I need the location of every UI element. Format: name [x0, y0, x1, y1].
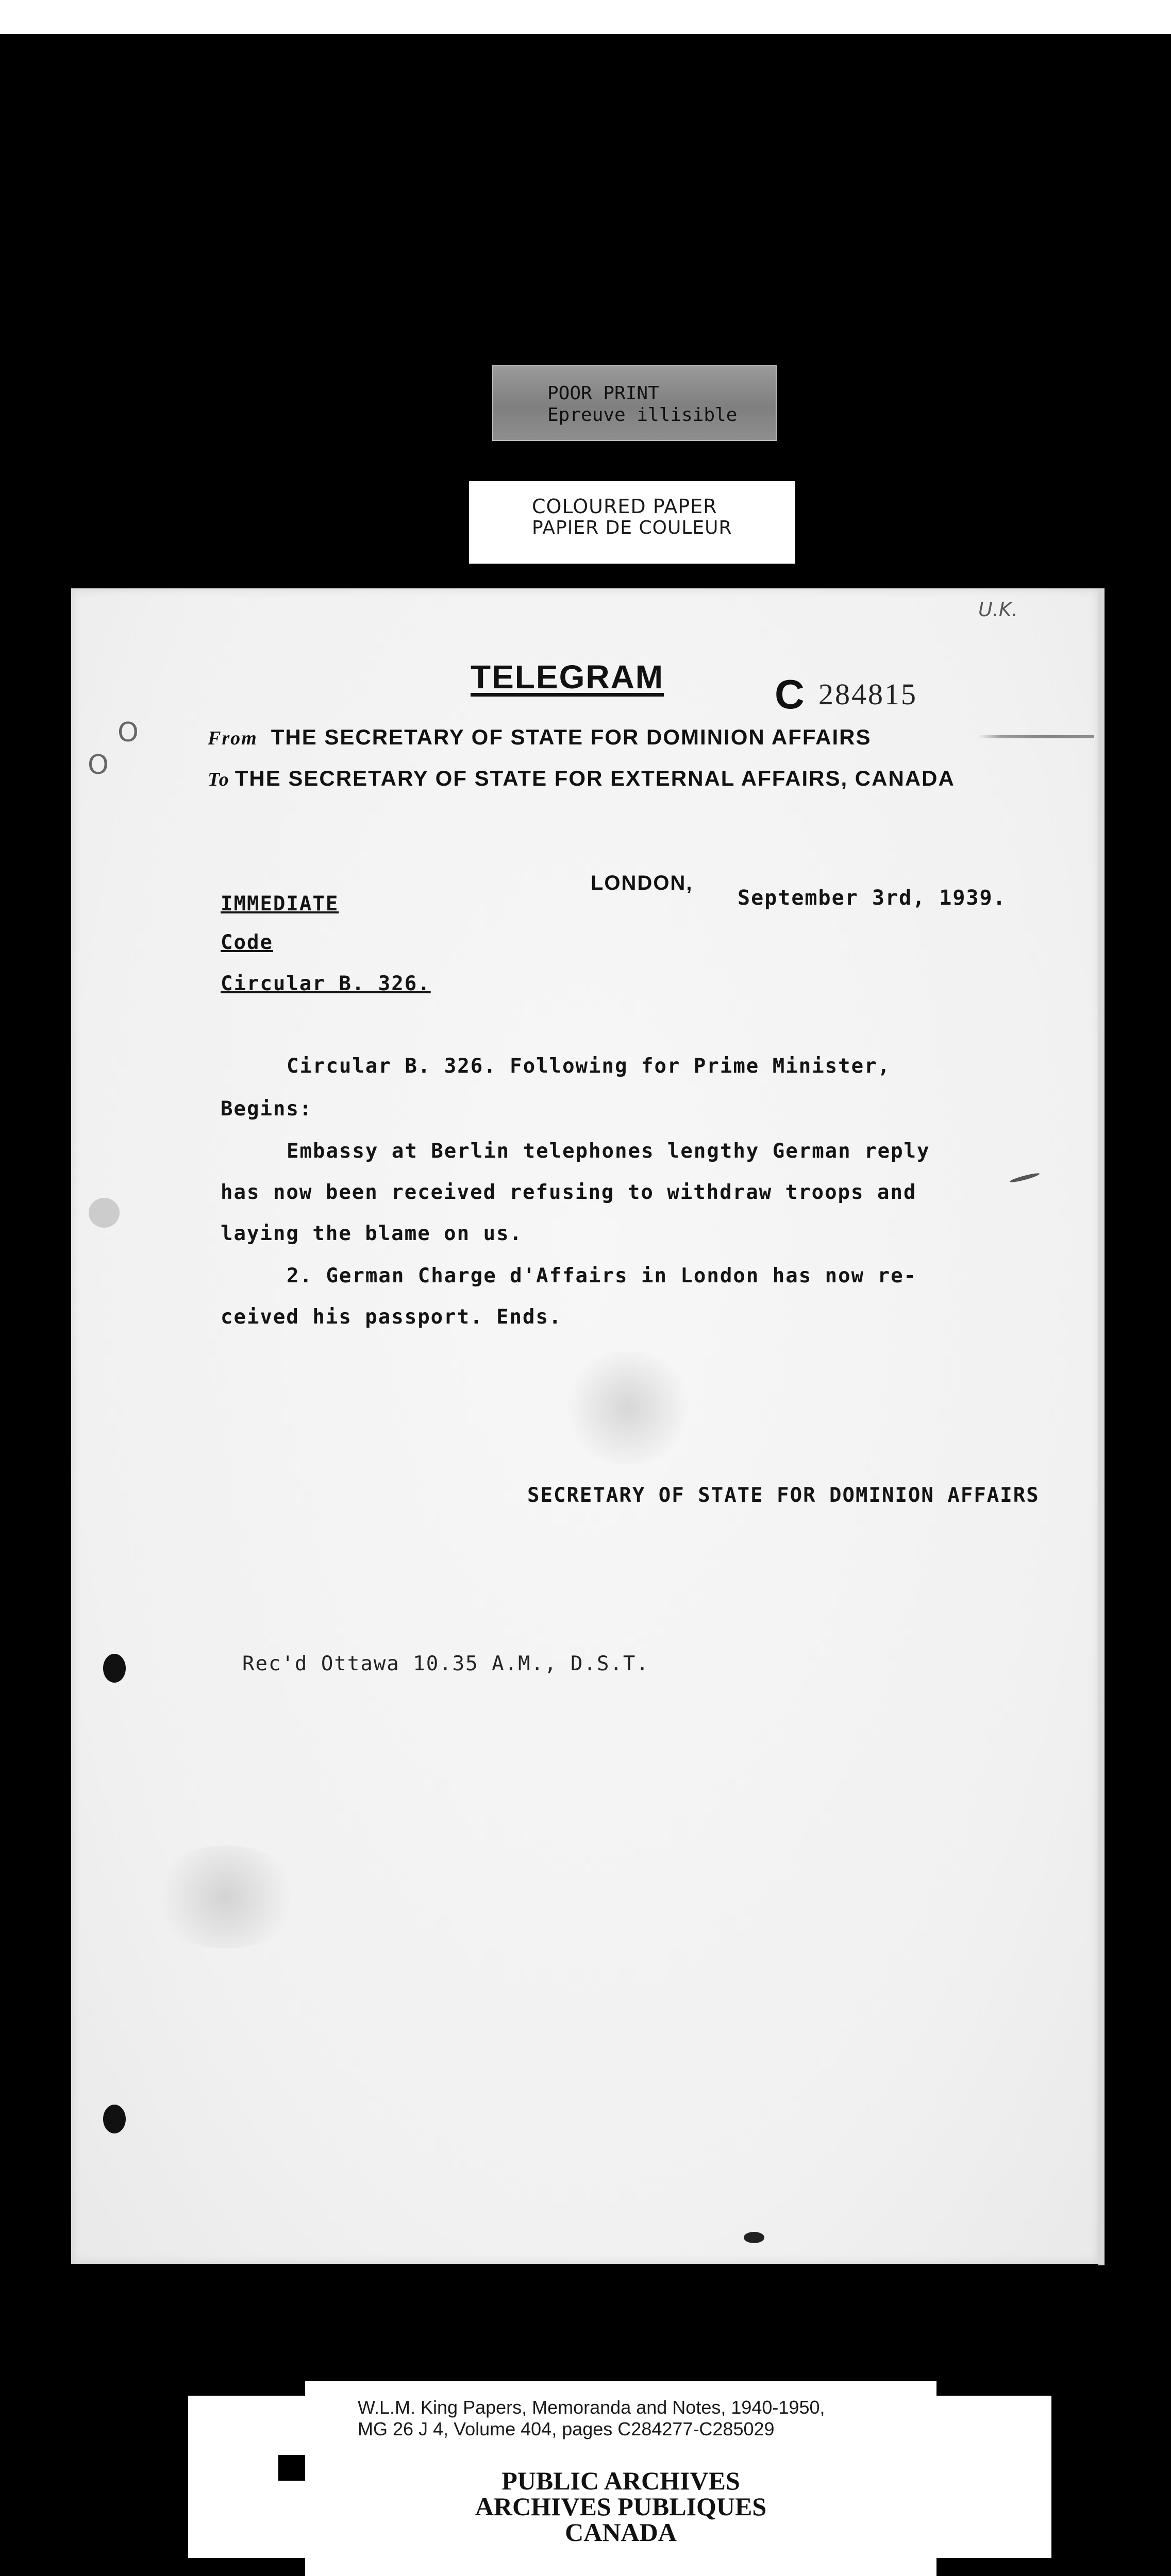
- circular-label: Circular B. 326.: [221, 972, 431, 995]
- body-line: Circular B. 326. Following for Prime Minister,: [287, 1055, 891, 1078]
- archive-label-notch: [278, 2455, 309, 2481]
- to-label: To: [208, 769, 230, 790]
- ink-speck: [744, 2232, 764, 2243]
- poor-print-stamp: [492, 365, 777, 441]
- pencil-mark: [978, 735, 1094, 738]
- place-of-origin: LONDON,: [591, 872, 693, 894]
- from-text: THE SECRETARY OF STATE FOR DOMINION AFFAIRS: [271, 725, 872, 749]
- telegram-number-prefix: C: [775, 671, 805, 717]
- telegram-title: TELEGRAM: [471, 658, 664, 696]
- coloured-paper-stamp: [469, 481, 795, 564]
- punch-hole: [103, 2105, 126, 2133]
- body-line: Embassy at Berlin telephones lengthy German reply: [287, 1140, 930, 1163]
- poor-print-label: POOR PRINT: [547, 383, 659, 404]
- body-line: ceived his passport. Ends.: [221, 1306, 562, 1329]
- page-edge: [1098, 588, 1105, 2265]
- body-line: has now been received refusing to withdraw troops and: [221, 1181, 917, 1204]
- body-line: 2. German Charge d'Affairs in London has now re-: [287, 1264, 917, 1287]
- received-stamp: Rec'd Ottawa 10.35 A.M., D.S.T.: [242, 1652, 649, 1675]
- archive-reference-line-2: MG 26 J 4, Volume 404, pages C284277-C285029: [358, 2418, 775, 2439]
- smudge-mark: [561, 1351, 695, 1464]
- body-line: laying the blame on us.: [221, 1222, 523, 1245]
- telegram-page: [71, 588, 1099, 2264]
- signature-line: SECRETARY OF STATE FOR DOMINION AFFAIRS: [527, 1484, 1040, 1507]
- smudge-mark: [148, 1845, 303, 1948]
- to-line: [208, 766, 955, 791]
- archive-org-line-1: PUBLIC ARCHIVES: [501, 2466, 740, 2495]
- from-label: From: [208, 727, 258, 749]
- body-line: Begins:: [221, 1097, 313, 1121]
- poor-print-label-fr: Epreuve illisible: [547, 404, 738, 426]
- punch-hole: [103, 1654, 126, 1683]
- punch-hole-mark: O: [118, 717, 139, 748]
- archive-label: [305, 2381, 936, 2576]
- to-text: THE SECRETARY OF STATE FOR EXTERNAL AFFAIRS, CANADA: [235, 766, 955, 790]
- from-line: [208, 725, 872, 750]
- coloured-paper-label-fr: PAPIER DE COULEUR: [532, 517, 732, 538]
- telegram-date: September 3rd, 1939.: [738, 886, 1007, 910]
- telegram-number: 284815: [818, 677, 917, 711]
- ink-speck: [1009, 1172, 1040, 1183]
- priority-label: IMMEDIATE: [221, 892, 339, 916]
- punch-hole-mark: O: [88, 750, 109, 781]
- archive-reference-line-1: W.L.M. King Papers, Memoranda and Notes, 1940-1950,: [358, 2397, 825, 2418]
- coloured-paper-label: COLOURED PAPER: [532, 495, 717, 518]
- archive-org-line-2: ARCHIVES PUBLIQUES: [475, 2492, 767, 2521]
- code-label: Code: [221, 931, 273, 954]
- corner-mark: U.K.: [978, 598, 1018, 621]
- archive-org-line-3: CANADA: [565, 2518, 677, 2547]
- punch-hole: [89, 1198, 120, 1228]
